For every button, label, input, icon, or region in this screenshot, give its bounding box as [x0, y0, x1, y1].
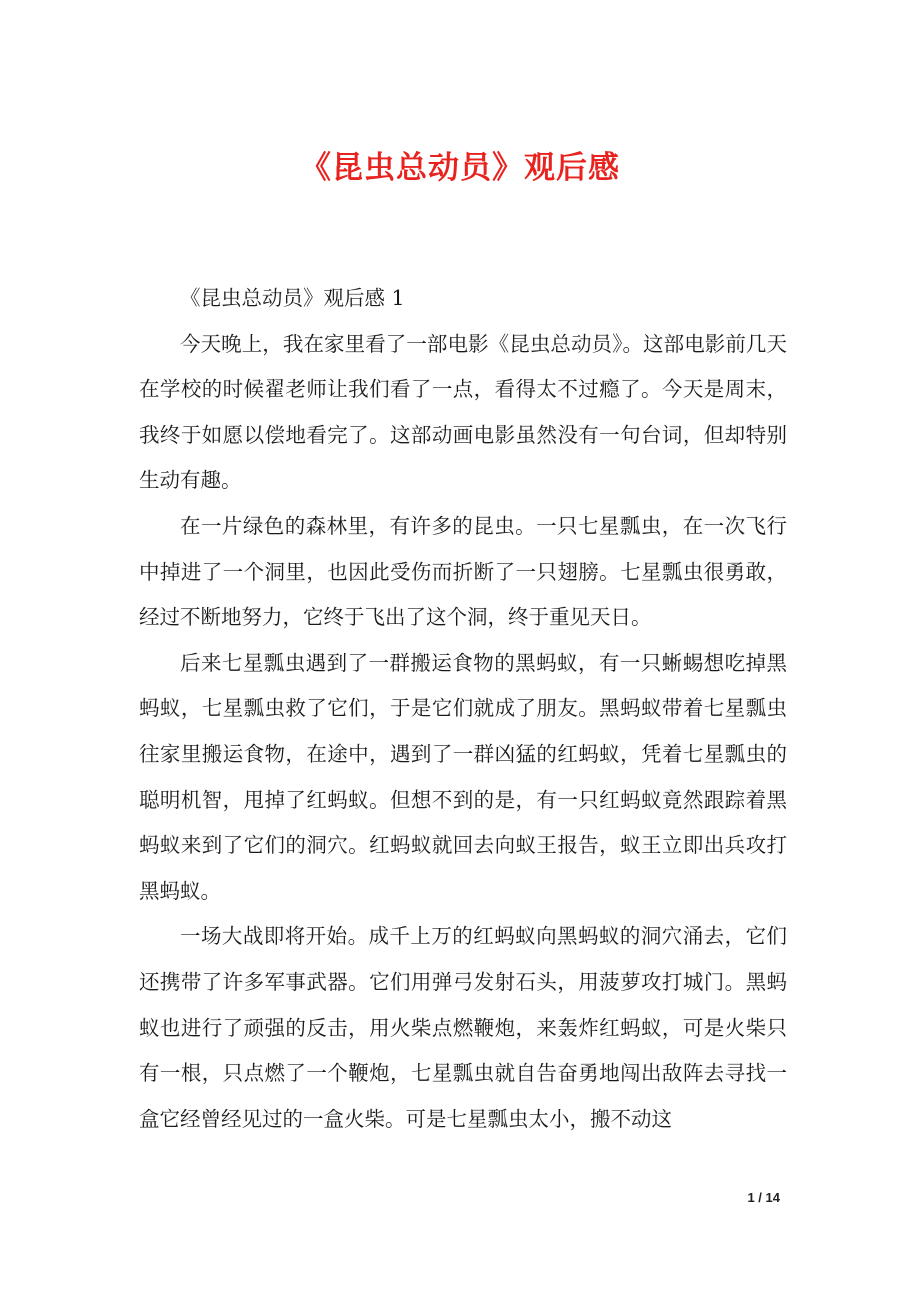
section-heading: 《昆虫总动员》观后感 1 [180, 286, 405, 310]
paragraph: 一场大战即将开始。成千上万的红蚂蚁向黑蚂蚁的洞穴涌去，它们还携带了许多军事武器。它们用弹弓发射石头，用菠萝攻打城门。黑蚂蚁也进行了顽强的反击，用火柴点燃鞭炮，来轰炸红蚂蚁，可是火柴只有一根，只点燃了一个鞭炮，七星瓢虫就自告奋勇地闯出敌阵去寻找一盒它经曾经见过的一盒火柴。可是七星瓢虫太小，搬不动这 [139, 924, 787, 1131]
page-number: 1 / 14 [747, 1190, 780, 1205]
document-body [139, 276, 787, 1142]
document-title: 《昆虫总动员》观后感 [300, 150, 620, 186]
paragraph: 今天晚上，我在家里看了一部电影《昆虫总动员》。这部电影前几天在学校的时候翟老师让我们看了一点，看得太不过瘾了。今天是周末，我终于如愿以偿地看完了。这部动画电影虽然没有一句台词，但却特别生动有趣。 [139, 331, 787, 493]
paragraph: 在一片绿色的森林里，有许多的昆虫。一只七星瓢虫，在一次飞行中掉进了一个洞里，也因此受伤而折断了一只翅膀。七星瓢虫很勇敢，经过不断地努力，它终于飞出了这个洞，终于重见天日。 [139, 513, 787, 630]
paragraph: 后来七星瓢虫遇到了一群搬运食物的黑蚂蚁，有一只蜥蜴想吃掉黑蚂蚁，七星瓢虫救了它们，于是它们就成了朋友。黑蚂蚁带着七星瓢虫往家里搬运食物，在途中，遇到了一群凶猛的红蚂蚁，凭着七星瓢虫的聪明机智，甩掉了红蚂蚁。但想不到的是，有一只红蚂蚁竟然跟踪着黑蚂蚁来到了它们的洞穴。红蚂蚁就回去向蚁王报告，蚁王立即出兵攻打黑蚂蚁。 [139, 650, 787, 903]
